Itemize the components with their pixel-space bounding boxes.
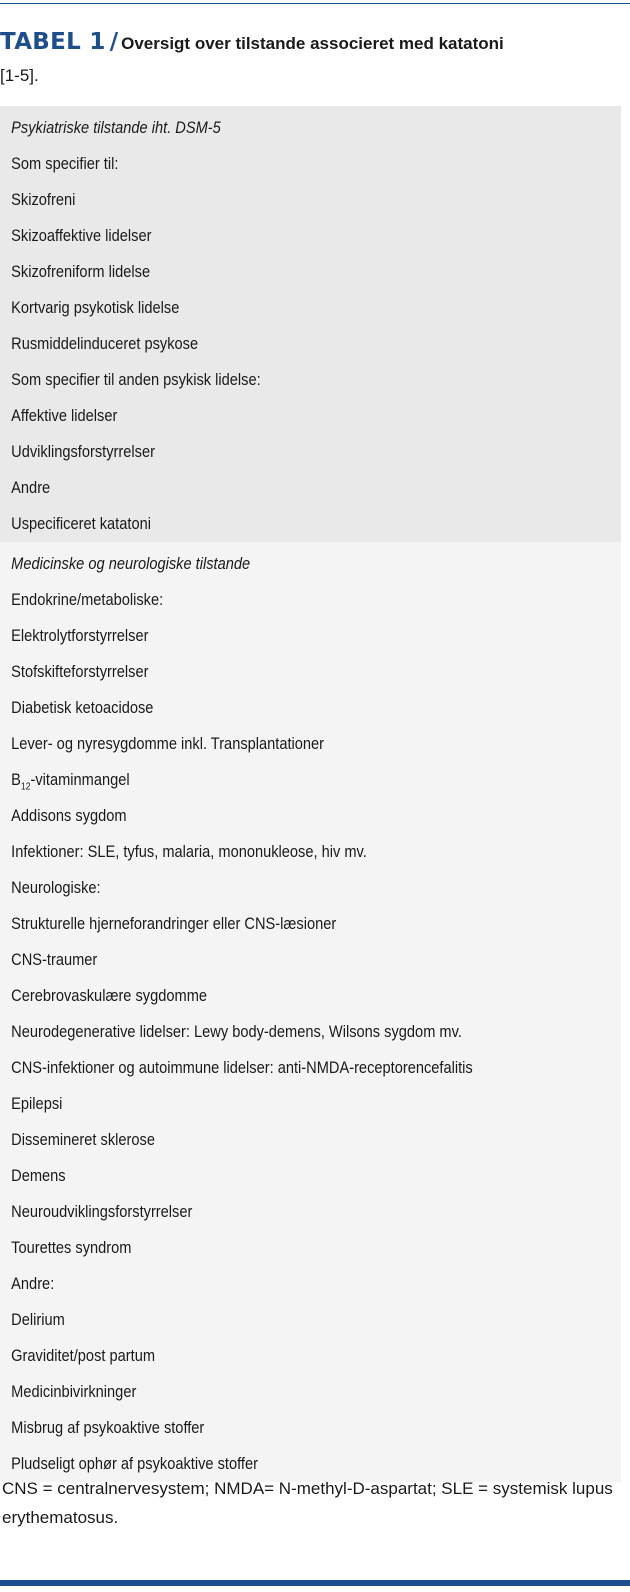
- table-row: Addisons sygdom: [11, 806, 127, 825]
- section-heading-psychiatric: Psykiatriske tilstande iht. DSM-5: [11, 118, 221, 137]
- table-row: Neurodegenerative lidelser: Lewy body-demens, Wilsons sygdom mv.: [11, 1022, 462, 1041]
- table-row: Rusmiddelinduceret psykose: [11, 334, 199, 353]
- table-row: Skizofreni: [11, 190, 76, 209]
- table-row: Cerebrovaskulære sygdomme: [11, 986, 208, 1005]
- table-row: CNS-infektioner og autoimmune lidelser: anti-NMDA-receptorencefalitis: [11, 1058, 473, 1077]
- table-row: Infektioner: SLE, tyfus, malaria, mononukleose, hiv mv.: [11, 842, 367, 861]
- top-rule: [0, 3, 630, 4]
- table-footnote: CNS = centralnervesystem; NMDA= N-methyl-D-aspartat; SLE = systemisk lupus erythematosus.: [2, 1479, 613, 1527]
- table-row: Som specifier til:: [11, 154, 119, 173]
- table-row: Skizofreniform lidelse: [11, 262, 151, 281]
- psychiatric-rows: [0, 146, 621, 542]
- title-text: Oversigt over tilstande associeret med katatoni: [121, 34, 504, 53]
- table-row: Stofskifteforstyrrelser: [11, 662, 149, 681]
- table-row: Andre:: [11, 1274, 55, 1293]
- table-row: Strukturelle hjerneforandringer eller CNS-læsioner: [11, 914, 337, 933]
- table-row: Pludseligt ophør af psykoaktive stoffer: [11, 1454, 258, 1473]
- table-row: Affektive lidelser: [11, 406, 118, 425]
- table-row: Uspecificeret katatoni: [11, 514, 151, 533]
- section-medical: [0, 542, 621, 1482]
- table-number: TABEL 1: [0, 29, 106, 55]
- section-heading-medical: Medicinske og neurologiske tilstande: [11, 554, 251, 573]
- table-row: Medicinbivirkninger: [11, 1382, 137, 1401]
- conditions-table: [0, 106, 621, 1482]
- table-row: Kortvarig psykotisk lidelse: [11, 298, 180, 317]
- table-row: Skizoaffektive lidelser: [11, 226, 152, 245]
- table-row: Neurologiske:: [11, 878, 101, 897]
- table-row: Andre: [11, 478, 51, 497]
- table-row: CNS-traumer: [11, 950, 98, 969]
- section-psychiatric: [0, 106, 621, 542]
- table-row: Udviklingsforstyrrelser: [11, 442, 155, 461]
- title-separator: /: [109, 29, 119, 55]
- table-row: Som specifier til anden psykisk lidelse:: [11, 370, 261, 389]
- table-row: Epilepsi: [11, 1094, 63, 1113]
- table-row: Delirium: [11, 1310, 65, 1329]
- table-row: Neuroudviklingsforstyrrelser: [11, 1202, 193, 1221]
- table-row: Lever- og nyresygdomme inkl. Transplantationer: [11, 734, 325, 753]
- table-row: Demens: [11, 1166, 66, 1185]
- table-row: Tourettes syndrom: [11, 1238, 132, 1257]
- table-row: Endokrine/metaboliske:: [11, 590, 164, 609]
- table-title: [0, 26, 625, 87]
- table-row: Diabetisk ketoacidose: [11, 698, 154, 717]
- bottom-rule: [0, 1580, 630, 1586]
- table-row: Misbrug af psykoaktive stoffer: [11, 1418, 205, 1437]
- title-reference: [1-5].: [0, 66, 39, 85]
- table-row: Graviditet/post partum: [11, 1346, 156, 1365]
- table-row: Dissemineret sklerose: [11, 1130, 156, 1149]
- table-row: Elektrolytforstyrrelser: [11, 626, 149, 645]
- medical-rows: [0, 582, 621, 1482]
- table-row: $B_{12}$-vitaminmangel: [11, 770, 130, 793]
